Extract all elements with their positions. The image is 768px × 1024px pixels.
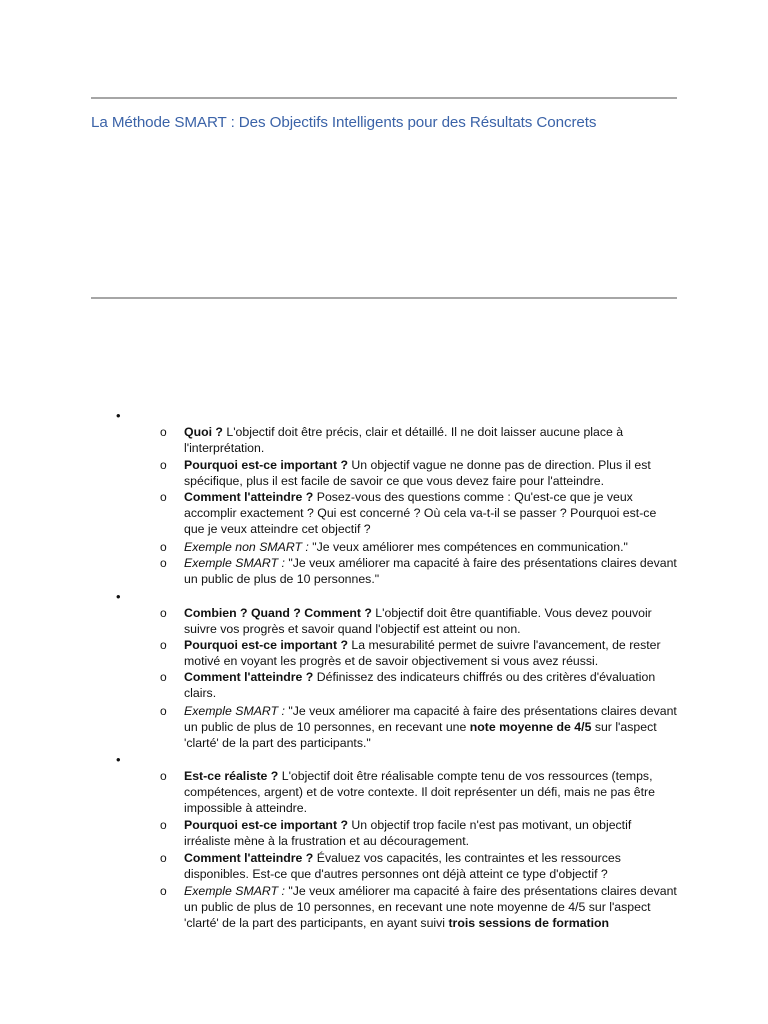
item-text: Définissez des indicateurs chiffrés ou des critères d'évaluation clairs.: [184, 670, 656, 701]
list-item: [160, 883, 680, 932]
item-text: La mesurabilité permet de suivre l'avancement, de rester motivé en voyant les progrès et de savoir objectivement si vous avez réussi.: [184, 638, 661, 669]
list-item: [160, 850, 680, 882]
sub-bullet-marker: o: [160, 638, 167, 652]
item-text: Un objectif trop facile n'est pas motivant, un objectif irréaliste mène à la frustration et au découragement.: [184, 818, 632, 849]
section-bullet: •: [116, 408, 121, 423]
list-item: [160, 555, 680, 587]
item-example-label: Exemple SMART :: [184, 704, 285, 718]
item-text: Posez-vous des questions comme : Qu'est-ce que je veux accomplir exactement ? Qui est concerné ? Où cela va-t-il se passer ? Pourquoi est-ce que je veux atteindre cet objectif ?: [184, 490, 657, 537]
item-lead: Pourquoi est-ce important ?: [184, 638, 348, 652]
item-text: "Je veux améliorer mes compétences en communication.": [308, 540, 628, 554]
sub-bullet-marker: o: [160, 556, 167, 570]
item-lead: Combien ? Quand ? Comment ?: [184, 606, 372, 620]
list-item: [160, 424, 680, 456]
list-item: [160, 768, 680, 817]
item-emphasis: trois sessions de formation: [448, 916, 610, 931]
list-item: [160, 457, 680, 489]
list-item: [160, 637, 680, 669]
item-text: L'objectif doit être réalisable compte tenu de vos ressources (temps, compétences, argent) et de votre contexte. Il doit représenter un défi, mais ne pas être impossible à atteindre.: [184, 769, 655, 816]
item-lead: Comment l'atteindre ?: [184, 851, 314, 865]
section-bullet: •: [116, 752, 121, 767]
item-example-label: Exemple SMART :: [184, 556, 285, 570]
sub-bullet-marker: o: [160, 851, 167, 865]
bottom-horizontal-rule: [91, 297, 677, 299]
item-text: L'objectif doit être précis, clair et détaillé. Il ne doit laisser aucune place à l'interprétation.: [184, 425, 624, 456]
item-text: Évaluez vos capacités, les contraintes et les ressources disponibles. Est-ce que d'autres personnes ont déjà atteint ce type d'objectif ?: [184, 851, 621, 882]
sub-bullet-marker: o: [160, 670, 167, 684]
item-lead: Est-ce réaliste ?: [184, 769, 279, 783]
list-item: [160, 605, 680, 637]
list-item: [160, 703, 680, 752]
sub-bullet-marker: o: [160, 540, 167, 554]
sub-bullet-marker: o: [160, 458, 167, 472]
item-example-label: Exemple SMART :: [184, 884, 285, 898]
sub-bullet-marker: o: [160, 425, 167, 439]
sub-bullet-marker: o: [160, 606, 167, 620]
list-item: [160, 817, 680, 849]
item-lead: Pourquoi est-ce important ?: [184, 458, 348, 472]
item-example-label: Exemple non SMART :: [184, 540, 309, 554]
item-lead: Comment l'atteindre ?: [184, 490, 314, 504]
sub-bullet-marker: o: [160, 490, 167, 504]
list-item: [160, 669, 680, 701]
sub-bullet-marker: o: [160, 884, 167, 898]
item-text: "Je veux améliorer ma capacité à faire des présentations claires devant un public de plus de 10 personnes, en recevant une note moyenne de 4/5 sur l'aspect 'clarté' de la part des participants, en ayant suivi: [184, 884, 677, 931]
item-lead: Pourquoi est-ce important ?: [184, 818, 348, 832]
sub-bullet-marker: o: [160, 704, 167, 718]
document-title: La Méthode SMART : Des Objectifs Intelligents pour des Résultats Concrets: [91, 114, 597, 131]
list-item: [160, 539, 680, 555]
sub-bullet-marker: o: [160, 769, 167, 783]
list-item: [160, 489, 680, 538]
item-text: "Je veux améliorer ma capacité à faire des présentations claires devant un public de plus de 10 personnes, en recevant une: [184, 704, 677, 735]
item-lead: Quoi ?: [184, 425, 223, 439]
item-text: "Je veux améliorer ma capacité à faire des présentations claires devant un public de plus de 10 personnes.": [184, 556, 677, 587]
section-bullet: •: [116, 589, 121, 604]
item-text: L'objectif doit être quantifiable. Vous devez pouvoir suivre vos progrès et savoir quand l'objectif est atteint ou non.: [184, 606, 652, 637]
item-text: Un objectif vague ne donne pas de direction. Plus il est spécifique, plus il est facile de savoir ce que vous devez faire pour l'atteindre.: [184, 458, 651, 489]
item-text: sur l'aspect 'clarté' de la part des participants.": [184, 720, 657, 751]
item-lead: Comment l'atteindre ?: [184, 670, 314, 684]
sub-bullet-marker: o: [160, 818, 167, 832]
item-emphasis: note moyenne de 4/5: [469, 720, 592, 735]
top-horizontal-rule: [91, 97, 677, 99]
